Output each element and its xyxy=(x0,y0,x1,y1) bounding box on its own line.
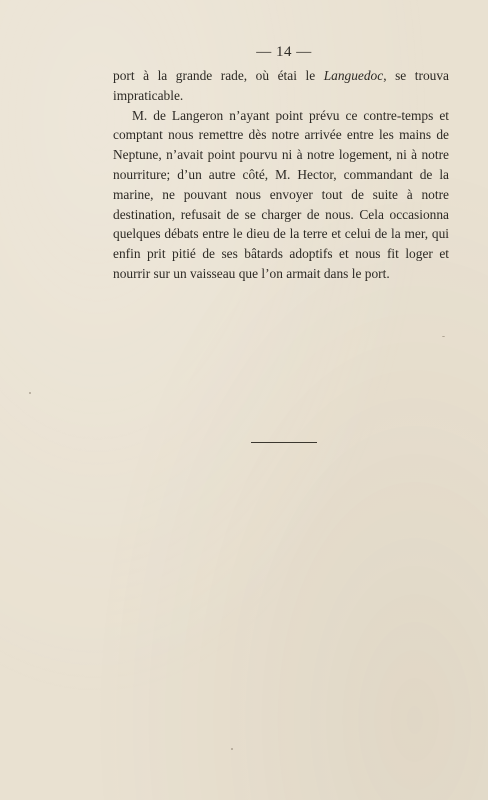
paper-speck xyxy=(231,748,233,750)
page-number: — 14 — xyxy=(256,44,312,60)
paragraph-1 xyxy=(113,66,449,106)
body-text xyxy=(113,66,449,284)
paper-speck xyxy=(29,392,31,394)
section-divider xyxy=(251,442,317,443)
paragraph-1-text-start: port à la grande rade, où étai le xyxy=(113,68,324,83)
paragraph-2: M. de Langeron n’ayant point prévu ce contre-temps et comptant nous remettre dès notre arrivée entre les mains de Neptune, n’avait point pourvu ni à notre logement, ni à notre nourriture; d’un autre côté, M. Hector, commandant de la marine, ne pouvant nous envoyer tout de suite à notre destination, refusait de se charger de nous. Cela occasionna quelques débats entre le dieu de la terre et celui de la mer, qui enfin prit pitié de ses bâtards adoptifs et nous fit loger et nourrir sur un vaisseau que l’on armait dans le port. xyxy=(113,107,449,281)
paper-speck xyxy=(442,336,445,337)
ship-name-italic: Languedoc xyxy=(323,68,384,83)
paragraph-1-text-end: , se trouva impraticable. xyxy=(113,68,449,103)
